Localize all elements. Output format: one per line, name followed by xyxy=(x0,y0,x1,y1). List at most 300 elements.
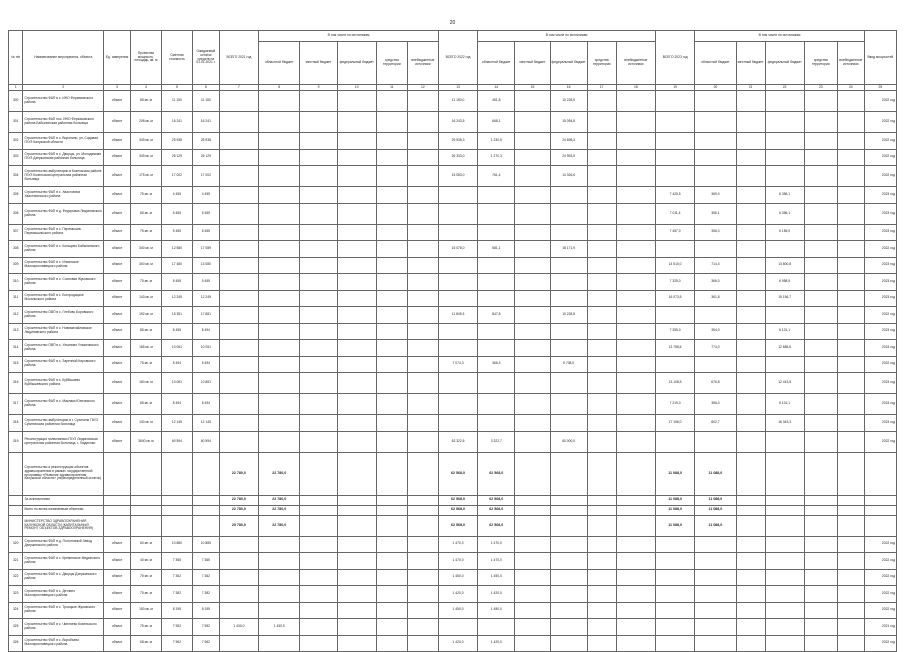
summary-source-2023: 11 088,0 xyxy=(695,515,736,536)
row-remain: 16 241 xyxy=(192,112,219,133)
row-total-2021 xyxy=(219,586,258,603)
row-capacity: 85 кв. м xyxy=(130,203,161,224)
table-row xyxy=(9,257,897,274)
row-source-2021 xyxy=(259,307,300,324)
row-total-2023 xyxy=(655,356,694,373)
row-remain: 17 002 xyxy=(192,166,219,187)
row-source-2021 xyxy=(376,569,407,586)
row-source-2023 xyxy=(837,307,864,324)
row-source-2022 xyxy=(478,619,515,636)
summary-blank xyxy=(804,505,837,515)
row-total-2022: 11 150,0 xyxy=(438,91,477,112)
table-row xyxy=(9,112,897,133)
row-source-2021 xyxy=(300,569,337,586)
row-total-2021 xyxy=(219,91,258,112)
row-unit: объект xyxy=(104,431,131,452)
row-source-2023: 6 101,1 xyxy=(765,394,804,415)
row-year: 2022 год xyxy=(864,149,896,166)
row-source-2022: 847,8 xyxy=(478,307,515,324)
row-source-2021 xyxy=(300,323,337,340)
row-source-2023 xyxy=(837,290,864,307)
column-number: 6 xyxy=(192,85,219,91)
summary-blank xyxy=(864,495,896,505)
row-source-2023 xyxy=(804,307,837,324)
row-year: 2022 год xyxy=(864,536,896,553)
row-source-2021 xyxy=(407,257,438,274)
row-source-2023 xyxy=(695,133,736,150)
row-source-2021 xyxy=(300,149,337,166)
row-source-2022 xyxy=(515,149,550,166)
row-year: 2023 год xyxy=(864,340,896,357)
row-source-2022 xyxy=(550,619,587,636)
source-header-2023-2: федеральный бюджет xyxy=(765,42,804,85)
row-source-2022 xyxy=(616,536,655,553)
summary-blank xyxy=(804,495,837,505)
row-source-2021 xyxy=(337,112,376,133)
row-source-2023 xyxy=(804,602,837,619)
row-total-2023 xyxy=(655,586,694,603)
summary-total-2022: 62 568,0 xyxy=(438,452,477,495)
row-cost: 26 129 xyxy=(161,149,192,166)
row-name: Строительство ФАП в с. Троицкое Жуковского района xyxy=(23,602,104,619)
row-source-2022 xyxy=(587,224,616,241)
summary-blank xyxy=(864,452,896,495)
row-source-2023 xyxy=(765,356,804,373)
summary-blank xyxy=(161,515,192,536)
row-total-2021 xyxy=(219,290,258,307)
row-capacity: 143 кв. м xyxy=(130,290,161,307)
row-source-2022 xyxy=(616,553,655,570)
column-number: 5 xyxy=(161,85,192,91)
row-source-2023 xyxy=(695,149,736,166)
row-name: Строительство ФАП в с. Детчино Малоярославецкого района xyxy=(23,586,104,603)
row-source-2021 xyxy=(259,553,300,570)
row-unit: объект xyxy=(104,340,131,357)
summary-total-2021: 22 780,0 xyxy=(219,452,258,495)
group-2021-header: В том числе по источникам xyxy=(259,31,439,42)
row-source-2021 xyxy=(376,203,407,224)
row-source-2021 xyxy=(259,602,300,619)
row-source-2021 xyxy=(300,415,337,432)
summary-blank xyxy=(376,515,407,536)
row-source-2023 xyxy=(804,619,837,636)
row-source-2022 xyxy=(616,307,655,324)
summary-total-2023: 11 088,0 xyxy=(655,452,694,495)
row-number: 308 xyxy=(9,241,23,258)
row-total-2023 xyxy=(655,536,694,553)
row-total-2021 xyxy=(219,553,258,570)
summary-source-2021: 22 780,0 xyxy=(259,515,300,536)
summary-total-2022: 62 568,0 xyxy=(438,515,477,536)
row-source-2021 xyxy=(407,274,438,291)
row-source-2023 xyxy=(736,187,765,204)
row-remain: 10 881 xyxy=(192,373,219,394)
row-source-2023 xyxy=(804,91,837,112)
row-source-2023 xyxy=(765,307,804,324)
row-unit: объект xyxy=(104,133,131,150)
row-source-2021 xyxy=(407,553,438,570)
row-source-2021 xyxy=(407,290,438,307)
row-source-2022 xyxy=(587,619,616,636)
row-unit: объект xyxy=(104,112,131,133)
row-source-2021 xyxy=(337,274,376,291)
row-total-2022 xyxy=(438,224,477,241)
row-source-2022 xyxy=(515,241,550,258)
row-source-2023: 366,0 xyxy=(695,274,736,291)
row-source-2022 xyxy=(515,187,550,204)
row-source-2023: 16 343,3 xyxy=(765,415,804,432)
row-total-2021 xyxy=(219,602,258,619)
row-source-2023 xyxy=(804,257,837,274)
row-remain: 8 494 xyxy=(192,323,219,340)
row-source-2022 xyxy=(515,569,550,586)
row-capacity: 60 кв. м xyxy=(130,536,161,553)
row-source-2023 xyxy=(837,586,864,603)
row-source-2021 xyxy=(259,323,300,340)
row-name: Строительство амбулатории в г. Сухиничи ГБУЗ Сухиничская районная больница xyxy=(23,415,104,432)
row-total-2022: 63 322,6 xyxy=(438,431,477,452)
row-source-2021: 1 430,0 xyxy=(259,619,300,636)
row-source-2022: 1 420,0 xyxy=(478,635,515,652)
row-source-2023: 676,8 xyxy=(695,373,736,394)
table-row xyxy=(9,149,897,166)
table-row xyxy=(9,224,897,241)
summary-blank xyxy=(9,515,23,536)
row-number: 310 xyxy=(9,274,23,291)
summary-blank xyxy=(337,515,376,536)
summary-blank xyxy=(765,452,804,495)
row-source-2023 xyxy=(837,373,864,394)
row-number: 305 xyxy=(9,187,23,204)
row-source-2021 xyxy=(259,431,300,452)
row-name: Строительство ФАП в с. Дворцы Дзержинского района xyxy=(23,569,104,586)
row-unit: объект xyxy=(104,619,131,636)
row-source-2023 xyxy=(736,274,765,291)
source-header-2021-0: областной бюджет xyxy=(259,42,300,85)
row-source-2023 xyxy=(695,569,736,586)
column-number: 22 xyxy=(765,85,804,91)
summary-blank xyxy=(837,515,864,536)
row-source-2023 xyxy=(837,569,864,586)
row-source-2021 xyxy=(259,415,300,432)
row-year: 2022 год xyxy=(864,586,896,603)
row-capacity: 40 кв. м xyxy=(130,553,161,570)
row-capacity: 192 кв. м xyxy=(130,307,161,324)
row-source-2023 xyxy=(695,619,736,636)
row-source-2022 xyxy=(587,323,616,340)
col-total-2023-header: ВСЕГО 2023 год xyxy=(655,31,694,85)
row-capacity: 68 кв. м xyxy=(130,635,161,652)
summary-blank xyxy=(765,495,804,505)
row-year: 2021 год xyxy=(864,619,896,636)
row-total-2022 xyxy=(438,323,477,340)
row-source-2022: 1 450,0 xyxy=(478,569,515,586)
row-total-2021 xyxy=(219,569,258,586)
row-source-2021 xyxy=(376,290,407,307)
column-number: 18 xyxy=(616,85,655,91)
row-source-2022 xyxy=(616,133,655,150)
summary-blank xyxy=(300,452,337,495)
row-cost: 15 351 xyxy=(161,307,192,324)
row-name: Строительство ФАП в с. Дворцы, ул. Молодежная ГБУЗ Дзержинская районная больница xyxy=(23,149,104,166)
row-source-2023 xyxy=(695,241,736,258)
row-total-2022 xyxy=(438,203,477,224)
row-source-2023 xyxy=(736,553,765,570)
row-source-2022 xyxy=(587,431,616,452)
row-source-2021 xyxy=(376,224,407,241)
summary-blank xyxy=(407,515,438,536)
row-source-2023 xyxy=(736,203,765,224)
summary-blank xyxy=(864,505,896,515)
source-header-2021-3: средства территории xyxy=(376,42,407,85)
table-row xyxy=(9,356,897,373)
row-source-2021 xyxy=(337,187,376,204)
row-source-2022: 24 953,5 xyxy=(550,149,587,166)
table-row xyxy=(9,274,897,291)
row-remain: 5 494 xyxy=(192,356,219,373)
row-source-2023 xyxy=(837,112,864,133)
row-source-2022 xyxy=(616,257,655,274)
row-source-2023 xyxy=(736,91,765,112)
row-source-2021 xyxy=(300,431,337,452)
column-number: 25 xyxy=(864,85,896,91)
row-number: 311 xyxy=(9,290,23,307)
row-unit: объект xyxy=(104,290,131,307)
row-source-2023 xyxy=(837,553,864,570)
row-name: Строительство ФАП в с. Куйбышево Куйбышевского района xyxy=(23,373,104,394)
row-source-2022 xyxy=(478,257,515,274)
summary-blank xyxy=(104,515,131,536)
row-name: Строительство ФАП в с. Хвастовичи Хвастовичского района xyxy=(23,187,104,204)
source-header-2021-1: местный бюджет xyxy=(300,42,337,85)
summary-blank xyxy=(337,505,376,515)
row-source-2023 xyxy=(804,166,837,187)
summary-source-2023: 11 088,0 xyxy=(695,495,736,505)
row-year: 2022 год xyxy=(864,356,896,373)
row-cost: 7 362 xyxy=(161,569,192,586)
row-name: Строительство ФАП в с. Чипляево Козельского района xyxy=(23,619,104,636)
summary-blank xyxy=(337,452,376,495)
row-source-2022 xyxy=(550,187,587,204)
row-source-2023 xyxy=(837,415,864,432)
summary-source-2022: 62 568,0 xyxy=(478,452,515,495)
row-source-2023 xyxy=(736,356,765,373)
row-source-2022: 10 228,5 xyxy=(550,307,587,324)
source-header-2022-3: средства территории xyxy=(587,42,616,85)
row-remain: 17 881 xyxy=(192,307,219,324)
row-remain: 10 885 xyxy=(192,536,219,553)
row-source-2022: 1 230,5 xyxy=(478,133,515,150)
column-number: 17 xyxy=(587,85,616,91)
row-total-2021 xyxy=(219,536,258,553)
row-source-2023 xyxy=(837,203,864,224)
row-source-2021 xyxy=(337,569,376,586)
summary-blank xyxy=(9,495,23,505)
row-source-2022 xyxy=(616,602,655,619)
row-cost: 60 594 xyxy=(161,431,192,452)
row-source-2021 xyxy=(259,241,300,258)
row-year: 2022 год xyxy=(864,91,896,112)
row-source-2023 xyxy=(695,586,736,603)
row-source-2022: 1 450,0 xyxy=(478,602,515,619)
row-source-2021 xyxy=(300,257,337,274)
row-source-2021 xyxy=(300,290,337,307)
row-source-2021 xyxy=(300,91,337,112)
row-year: 2023 год xyxy=(864,274,896,291)
row-total-2023 xyxy=(655,133,694,150)
row-source-2022 xyxy=(550,203,587,224)
row-source-2021 xyxy=(259,290,300,307)
row-source-2021 xyxy=(376,635,407,652)
row-source-2021 xyxy=(376,356,407,373)
row-source-2023: 361,8 xyxy=(695,290,736,307)
table-row xyxy=(9,553,897,570)
summary-blank xyxy=(765,505,804,515)
row-remain: 5 455 xyxy=(192,203,219,224)
table-row xyxy=(9,340,897,357)
summary-source-2022: 62 568,0 xyxy=(478,505,515,515)
col-total-2022-header: ВСЕГО 2022 год xyxy=(438,31,477,85)
row-source-2022 xyxy=(550,415,587,432)
row-total-2023 xyxy=(655,569,694,586)
row-source-2022: 15 054,8 xyxy=(550,112,587,133)
source-header-2021-2: федеральный бюджет xyxy=(337,42,376,85)
row-source-2023 xyxy=(837,602,864,619)
row-source-2023 xyxy=(736,149,765,166)
row-total-2023 xyxy=(655,431,694,452)
row-source-2022 xyxy=(616,149,655,166)
row-cost: 7 952 xyxy=(161,619,192,636)
table-row xyxy=(9,586,897,603)
row-source-2021 xyxy=(376,373,407,394)
row-name: Строительство ФАП в с. Кременское Медынского района xyxy=(23,553,104,570)
row-unit: объект xyxy=(104,187,131,204)
row-cost: 10 081 xyxy=(161,373,192,394)
summary-total-2021: 22 780,0 xyxy=(219,505,258,515)
row-number: 307 xyxy=(9,224,23,241)
row-unit: объект xyxy=(104,415,131,432)
summary-blank xyxy=(864,515,896,536)
summary-total-2022: 62 568,0 xyxy=(438,495,477,505)
row-source-2023 xyxy=(695,553,736,570)
summary-blank xyxy=(192,495,219,505)
row-number: 322 xyxy=(9,569,23,586)
row-source-2022 xyxy=(587,274,616,291)
row-total-2023: 16 073,5 xyxy=(655,290,694,307)
col-total-2021-header: ВСЕГО 2021 год xyxy=(219,31,258,85)
summary-blank xyxy=(736,505,765,515)
row-source-2021 xyxy=(259,635,300,652)
row-source-2022 xyxy=(515,112,550,133)
summary-source-2023: 11 088,0 xyxy=(695,452,736,495)
summary-blank xyxy=(9,452,23,495)
row-cost: 7 962 xyxy=(161,635,192,652)
row-capacity: 349 кв. м xyxy=(130,149,161,166)
summary-blank xyxy=(765,515,804,536)
summary-blank xyxy=(161,505,192,515)
row-number: 326 xyxy=(9,635,23,652)
row-source-2023 xyxy=(837,619,864,636)
summary-source-2021: 22 780,0 xyxy=(259,505,300,515)
row-source-2023 xyxy=(804,187,837,204)
row-number: 301 xyxy=(9,112,23,133)
summary-blank xyxy=(616,515,655,536)
row-source-2022: 366,3 xyxy=(478,356,515,373)
row-source-2021 xyxy=(376,307,407,324)
row-source-2021 xyxy=(376,133,407,150)
row-source-2021 xyxy=(407,619,438,636)
row-capacity: 208 кв. м xyxy=(130,112,161,133)
row-source-2022 xyxy=(515,133,550,150)
row-source-2023 xyxy=(765,112,804,133)
row-source-2022 xyxy=(478,274,515,291)
row-source-2022 xyxy=(515,257,550,274)
row-source-2022 xyxy=(616,112,655,133)
row-capacity: 85 кв. м xyxy=(130,323,161,340)
row-source-2022 xyxy=(587,394,616,415)
row-total-2021 xyxy=(219,149,258,166)
row-source-2022 xyxy=(587,166,616,187)
row-number: 302 xyxy=(9,133,23,150)
row-source-2023: 6 101,1 xyxy=(765,323,804,340)
row-source-2021 xyxy=(300,274,337,291)
row-remain: 17 089 xyxy=(192,241,219,258)
row-source-2023: 12 443,5 xyxy=(765,373,804,394)
row-source-2021 xyxy=(407,91,438,112)
row-total-2023: 14 510,0 xyxy=(655,257,694,274)
row-source-2022: 14 326,6 xyxy=(550,166,587,187)
column-number: 8 xyxy=(259,85,300,91)
row-source-2021 xyxy=(259,133,300,150)
row-source-2022 xyxy=(515,166,550,187)
row-capacity: 85 кв. м xyxy=(130,91,161,112)
summary-blank xyxy=(130,515,161,536)
row-source-2023 xyxy=(695,112,736,133)
row-source-2021 xyxy=(259,274,300,291)
column-number: 2 xyxy=(23,85,104,91)
row-source-2022: 3 322,7 xyxy=(478,431,515,452)
summary-blank xyxy=(515,515,550,536)
row-source-2023: 369,0 xyxy=(695,187,736,204)
row-source-2023 xyxy=(736,323,765,340)
row-name: Строительство ФАП в с. Новомихайловское Людиновского района xyxy=(23,323,104,340)
row-source-2023 xyxy=(695,91,736,112)
row-source-2022 xyxy=(478,224,515,241)
row-source-2021 xyxy=(376,257,407,274)
row-cost: 16 241 xyxy=(161,112,192,133)
row-source-2023 xyxy=(804,203,837,224)
summary-blank xyxy=(616,495,655,505)
source-header-2023-3: средства территории xyxy=(804,42,837,85)
row-source-2023: 354,0 xyxy=(695,323,736,340)
row-capacity: 349 кв. м xyxy=(130,133,161,150)
row-total-2022 xyxy=(438,340,477,357)
row-total-2023: 7 425,5 xyxy=(655,187,694,204)
row-source-2023 xyxy=(837,323,864,340)
summary-blank xyxy=(407,505,438,515)
row-capacity: 75 кв. м xyxy=(130,274,161,291)
row-source-2023 xyxy=(804,586,837,603)
source-header-2021-4: внебюджетные источники xyxy=(407,42,438,85)
row-source-2021 xyxy=(300,586,337,603)
row-source-2023 xyxy=(695,635,736,652)
row-source-2022 xyxy=(550,274,587,291)
row-source-2023 xyxy=(736,290,765,307)
row-cost: 7 365 xyxy=(161,553,192,570)
row-source-2022 xyxy=(550,586,587,603)
row-source-2022 xyxy=(616,340,655,357)
row-source-2023 xyxy=(804,394,837,415)
